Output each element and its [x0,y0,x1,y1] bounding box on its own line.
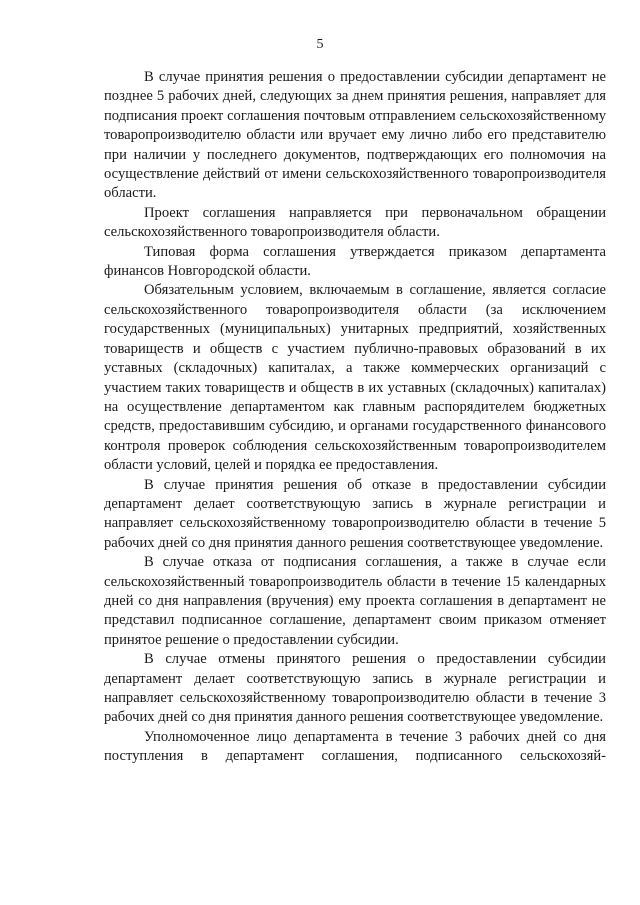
page-number: 5 [316,37,324,52]
document-body [104,68,606,767]
paragraph-refusal-decision: В случае принятия решения об отказе в предоставлении субсидии департамент делает соответствующую запись в журнале регистрации и направляет сельскохозяйственному товаропроизводителю области в течение 5 рабочих дней со дня принятия данного решения соответствующее уведомление. [104,476,606,551]
paragraph-standard-form: Типовая форма соглашения утверждается приказом департамента финансов Новгородской области. [104,243,606,280]
paragraph-decision-cancellation: В случае отмены принятого решения о предоставлении субсидии департамент делает соответствующую запись в журнале регистрации и направляет сельскохозяйственному товаропроизводителю области в течение 3 рабочих дней со дня принятия данного решения соответствующее уведомление. [104,651,606,726]
paragraph-authorized-person: Уполномоченное лицо департамента в течение 3 рабочих дней со дня поступления в департамент соглашения, подписанного сельскохозяй- [104,728,606,765]
paragraph-draft-agreement: Проект соглашения направляется при первоначальном обращении сельскохозяйственного товаропроизводителя области. [104,204,606,241]
paragraph-subsidy-decision: В случае принятия решения о предоставлении субсидии департамент не позднее 5 рабочих дней, следующих за днем принятия решения, направляет для подписания проект соглашения почтовым отправлением сельскохозяйственному товаропроизводителю области или вручает ему лично либо его представителю при наличии у последнего документов, подтверждающих его полномочия на осуществление действий от имени сельскохозяйственного товаропроизводителя области. [104,69,606,202]
paragraph-mandatory-condition: Обязательным условием, включаемым в соглашение, является согласие сельскохозяйственного товаропроизводителя области (за исключением государственных (муниципальных) унитарных предприятий, хозяйственных товариществ и обществ с участием публично-правовых образований в их уставных (складочных) капиталах, а также коммерческих организаций с участием таких товариществ и обществ в их уставных (складочных) капиталах) на осуществление департаментом как главным распорядителем бюджетных средств, предоставившим субсидию, и органами государственного финансового контроля проверок соблюдения сельскохозяйственным товаропроизводителем области условий, целей и порядка ее предоставления. [104,282,606,474]
paragraph-signing-refusal: В случае отказа от подписания соглашения, а также в случае если сельскохозяйственный товаропроизводитель области в течение 15 календарных дней со дня направления (вручения) ему проекта соглашения в департамент не представил подписанное соглашение, департамент своим приказом отменяет принятое решение о предоставлении субсидии. [104,554,606,648]
